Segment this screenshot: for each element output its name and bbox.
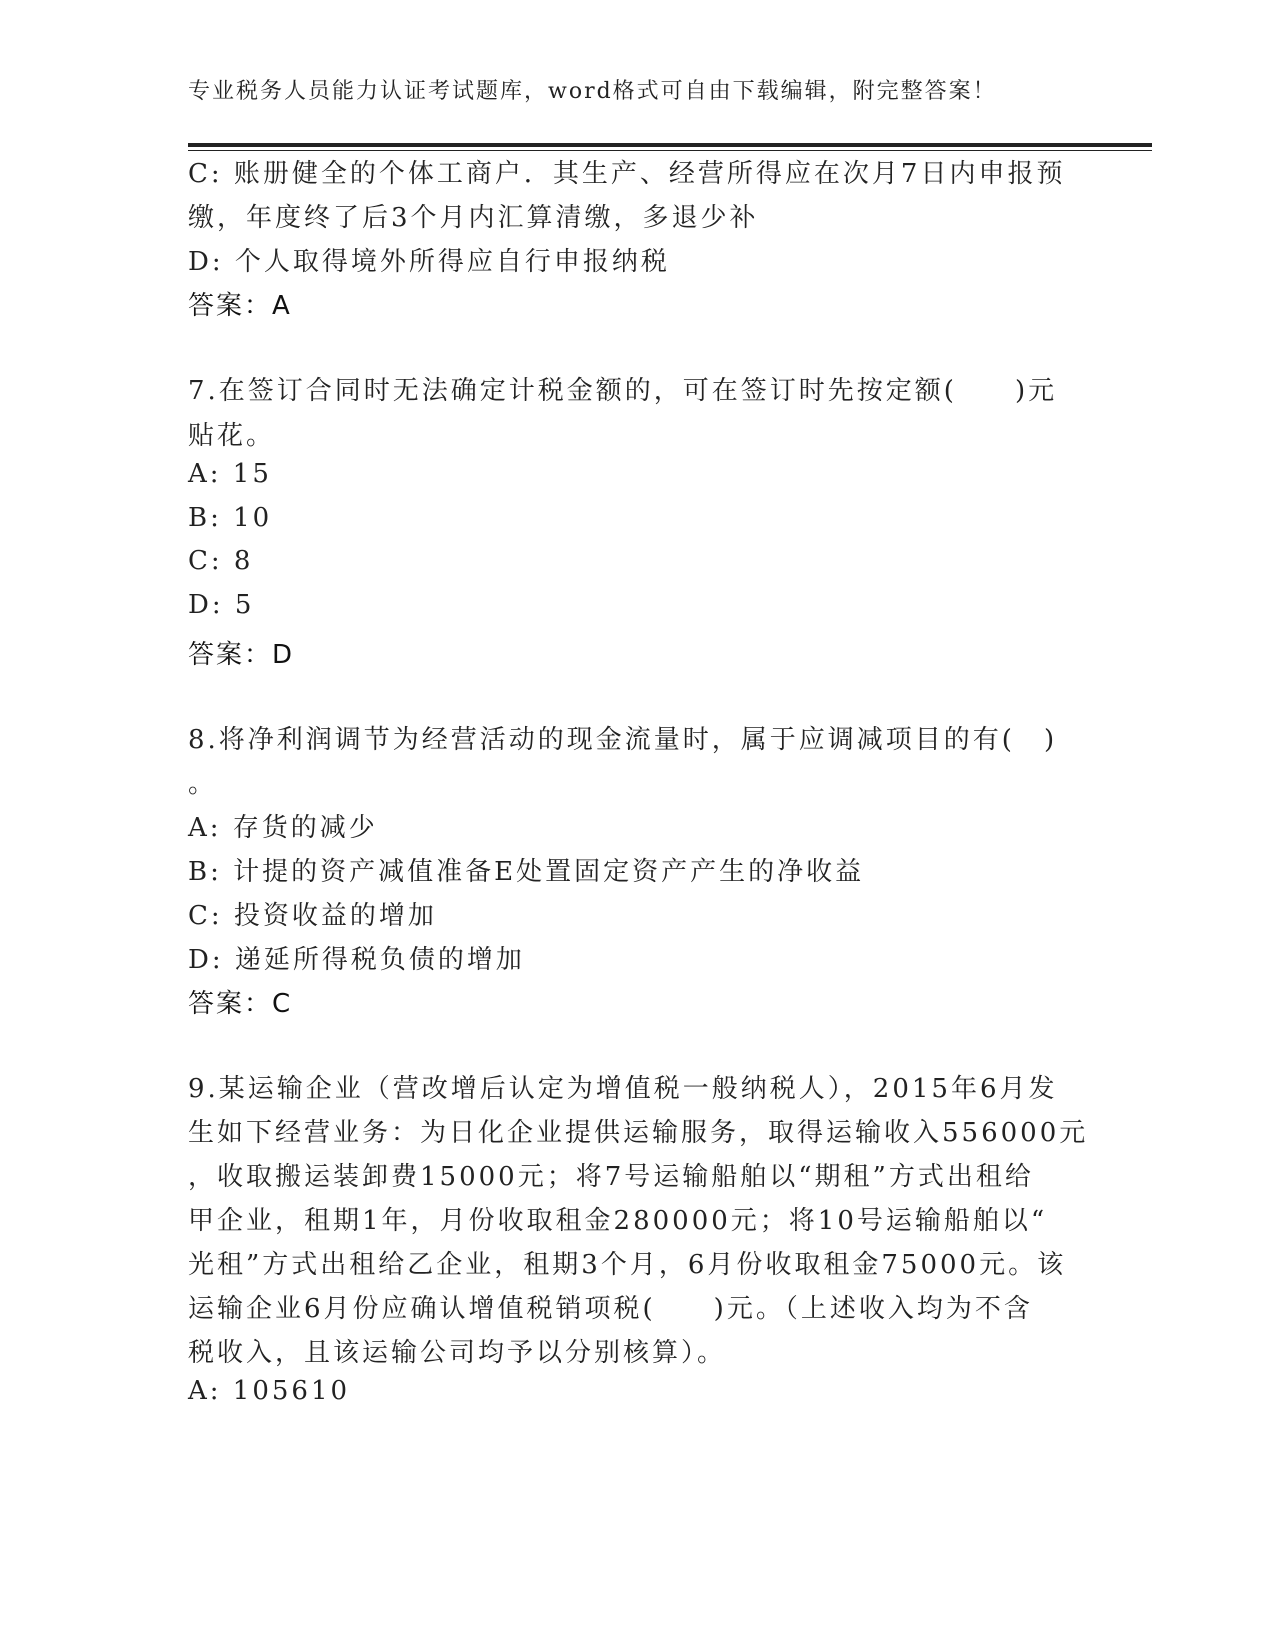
header-rule-thick: [188, 143, 1152, 147]
q8-option-c: C: 投资收益的增加: [188, 901, 437, 931]
q9-stem-line6: 运输企业6月份应确认增值税销项税( )元。（上述收入均为不含: [188, 1294, 1033, 1324]
q6-answer: 答案：A: [188, 291, 292, 321]
q9-stem-line3: ，收取搬运装卸费15000元；将7号运输船舶以“期租”方式出租给: [188, 1162, 1034, 1192]
q7-option-c: C: 8: [188, 546, 254, 576]
q9-option-a: A: 105610: [188, 1376, 351, 1406]
q7-option-a: A: 15: [188, 459, 272, 489]
q8-option-d: D: 递延所得税负债的增加: [188, 945, 525, 975]
q7-answer: 答案：D: [188, 640, 295, 670]
q7-stem-line2: 贴花。: [188, 421, 276, 451]
q9-stem-line2: 生如下经营业务：为日化企业提供运输服务，取得运输收入556000元: [188, 1118, 1089, 1148]
q8-answer: 答案：C: [188, 989, 293, 1019]
q8-option-a: A: 存货的减少: [188, 813, 378, 843]
q7-stem-line1: 7.在签订合同时无法确定计税金额的，可在签订时先按定额( )元: [188, 376, 1058, 406]
q9-stem-line1: 9.某运输企业（营改增后认定为增值税一般纳税人），2015年6月发: [188, 1074, 1058, 1104]
header-rule-thin: [188, 150, 1152, 151]
q9-stem-line5: 光租”方式出租给乙企业，租期3个月，6月份收取租金75000元。该: [188, 1250, 1067, 1280]
q8-stem-line2: 。: [188, 769, 218, 799]
q9-stem-line7: 税收入，且该运输公司均予以分别核算）。: [188, 1338, 727, 1368]
q8-stem-line1: 8.将净利润调节为经营活动的现金流量时，属于应调减项目的有( ): [188, 725, 1058, 755]
page-header: 专业税务人员能力认证考试题库，word格式可自由下载编辑，附完整答案！: [188, 79, 997, 104]
q6-option-d: D: 个人取得境外所得应自行申报纳税: [188, 247, 670, 277]
q7-option-d: D: 5: [188, 590, 255, 620]
q6-option-c-line1: C: 账册健全的个体工商户．其生产、经营所得应在次月7日内申报预: [188, 159, 1066, 189]
q6-option-c-line2: 缴，年度终了后3个月内汇算清缴，多退少补: [188, 203, 759, 233]
q9-stem-line4: 甲企业，租期1年，月份收取租金280000元；将10号运输船舶以“: [188, 1206, 1048, 1236]
q8-option-b: B: 计提的资产减值准备E处置固定资产产生的净收益: [188, 857, 865, 887]
q7-option-b: B: 10: [188, 503, 273, 533]
